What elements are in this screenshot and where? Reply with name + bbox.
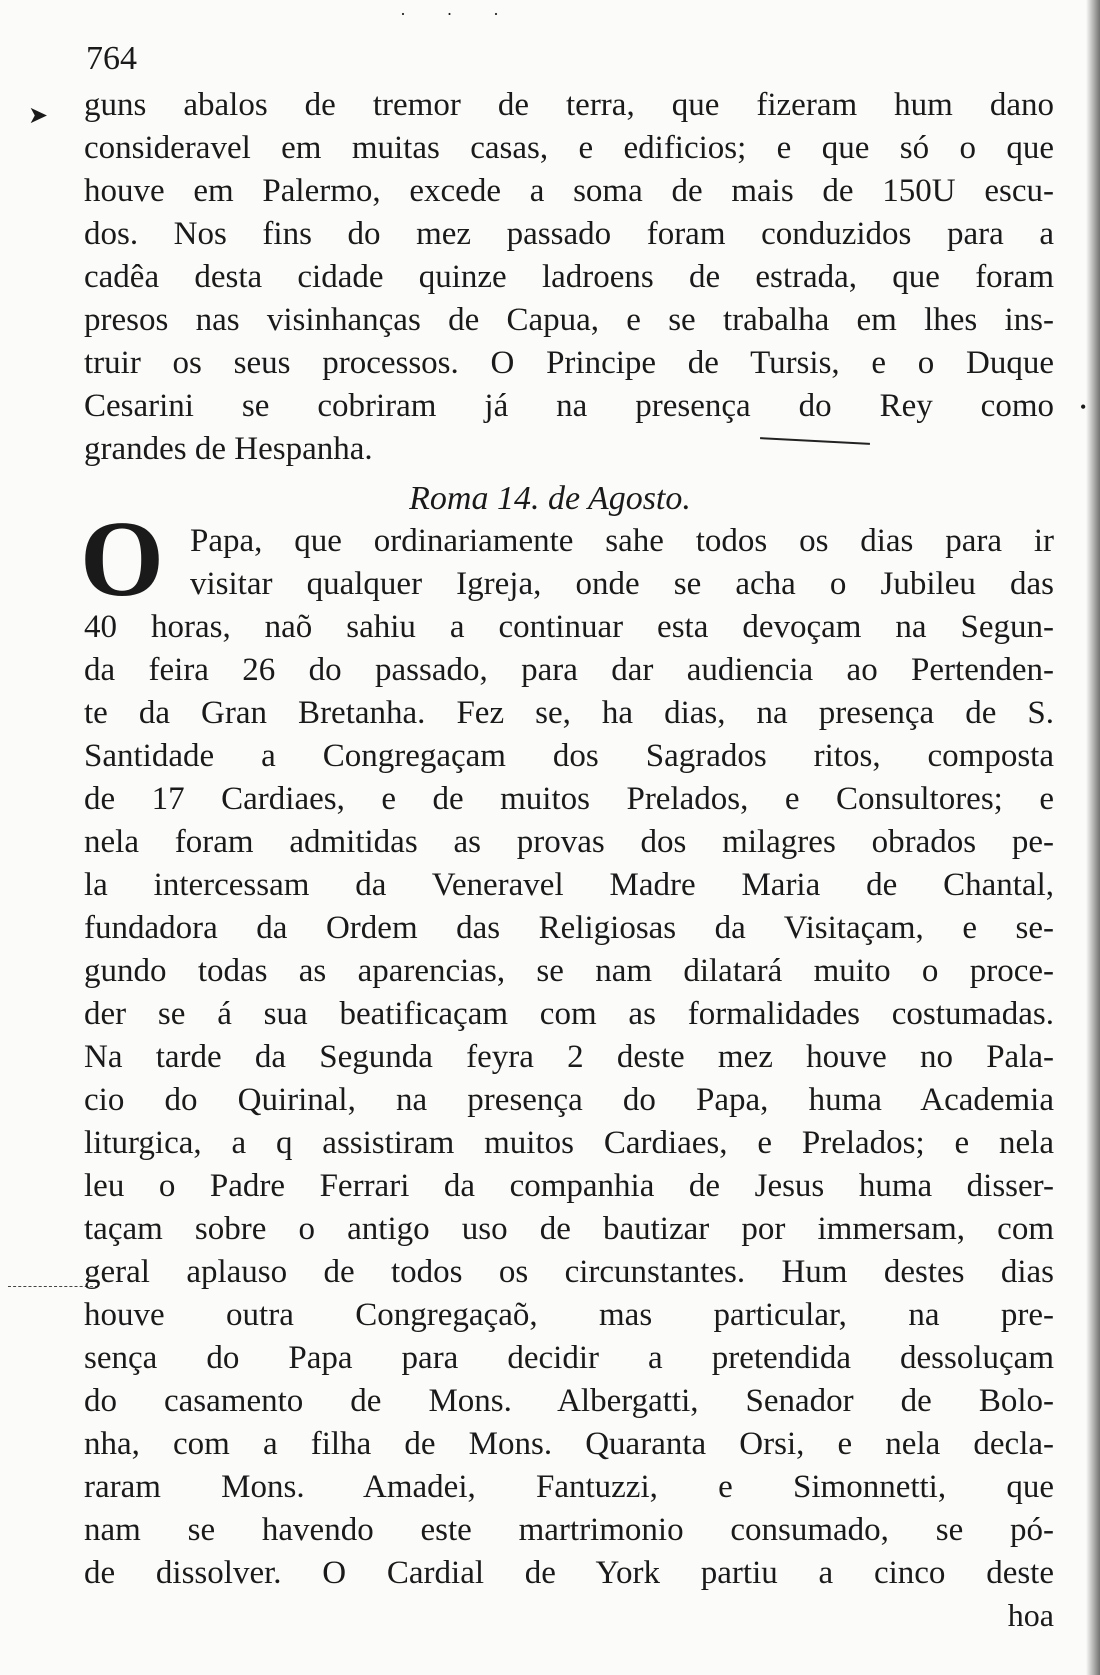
text-line: cio do Quirinal, na presença do Papa, huma Academia (84, 1082, 1054, 1118)
dateline-heading: Roma 14. de Agosto. (409, 480, 691, 517)
catchword: hoa (1007, 1597, 1054, 1633)
text-line: de 17 Cardiaes, e de muitos Prelados, e Consultores; e (84, 781, 1054, 817)
text-line: nela foram admitidas as provas dos milagres obrados pe- (84, 824, 1054, 860)
text-line: guns abalos de tremor de terra, que fizeram hum dano (84, 87, 1054, 123)
text-line: te da Gran Bretanha. Fez se, ha dias, na presença de S. (84, 695, 1054, 731)
text-line: Papa, que ordinariamente sahe todos os dias para ir (190, 523, 1054, 559)
text-line: nha, com a filha de Mons. Quaranta Orsi, e nela decla- (84, 1426, 1054, 1462)
text-line: 40 horas, naõ sahiu a continuar esta devoçam na Segun- (84, 609, 1054, 645)
text-line: la intercessam da Veneravel Madre Maria de Chantal, (84, 867, 1054, 903)
text-line: da feira 26 do passado, para dar audiencia ao Pertenden- (84, 652, 1054, 688)
text-line: cadêa desta cidade quinze ladroens de estrada, que foram (84, 259, 1054, 295)
text-line: gundo todas as aparencias, se nam dilatará muito o proce- (84, 953, 1054, 989)
text-line: raram Mons. Amadei, Fantuzzi, e Simonnetti, que (84, 1469, 1054, 1505)
text-line: fundadora da Ordem das Religiosas da Visitaçam, e se- (84, 910, 1054, 946)
text-line: grandes de Hespanha. (84, 431, 373, 467)
text-line: truir os seus processos. O Principe de Tursis, e o Duque (84, 345, 1054, 381)
text-line: consideravel em muitas casas, e edificios; e que só o que (84, 130, 1054, 166)
text-line: visitar qualquer Igreja, onde se acha o Jubileu das (190, 566, 1054, 602)
text-line: liturgica, a q assistiram muitos Cardiaes, e Prelados; e nela (84, 1125, 1054, 1161)
text-line: presos nas visinhanças de Capua, e se trabalha em lhes ins- (84, 302, 1054, 338)
text-line: de dissolver. O Cardial de York partiu a cinco deste (84, 1555, 1054, 1591)
text-line: geral aplauso de todos os circunstantes. Hum destes dias (84, 1254, 1054, 1290)
print-specks: · · · (400, 4, 517, 24)
text-line: Santidade a Congregaçam dos Sagrados ritos, composta (84, 738, 1054, 774)
text-line: do casamento de Mons. Albergatti, Senador de Bolo- (84, 1383, 1054, 1419)
text-line: taçam sobre o antigo uso de bautizar por immersam, com (84, 1211, 1054, 1247)
text-line: houve em Palermo, excede a soma de mais de 150U escu- (84, 173, 1054, 209)
page-number: 764 (86, 40, 137, 77)
margin-dot-mark: • (1080, 397, 1087, 417)
text-line: houve outra Congregaçaõ, mas particular, na pre- (84, 1297, 1054, 1333)
text-line: der se á sua beatificaçam com as formalidades costumadas. (84, 996, 1054, 1032)
drop-cap: O (80, 500, 165, 619)
page-edge-shadow (1086, 0, 1100, 1675)
text-line: Cesarini se cobriram já na presença do Rey como (84, 388, 1054, 424)
margin-arrow-mark: ➤ (28, 103, 49, 129)
text-line: Na tarde da Segunda feyra 2 deste mez houve no Pala- (84, 1039, 1054, 1075)
text-line: dos. Nos fins do mez passado foram conduzidos para a (84, 216, 1054, 252)
text-line: leu o Padre Ferrari da companhia de Jesus huma disser- (84, 1168, 1054, 1204)
text-line: sença do Papa para decidir a pretendida dessoluçam (84, 1340, 1054, 1376)
text-line: nam se havendo este martrimonio consumado, se pó- (84, 1512, 1054, 1548)
